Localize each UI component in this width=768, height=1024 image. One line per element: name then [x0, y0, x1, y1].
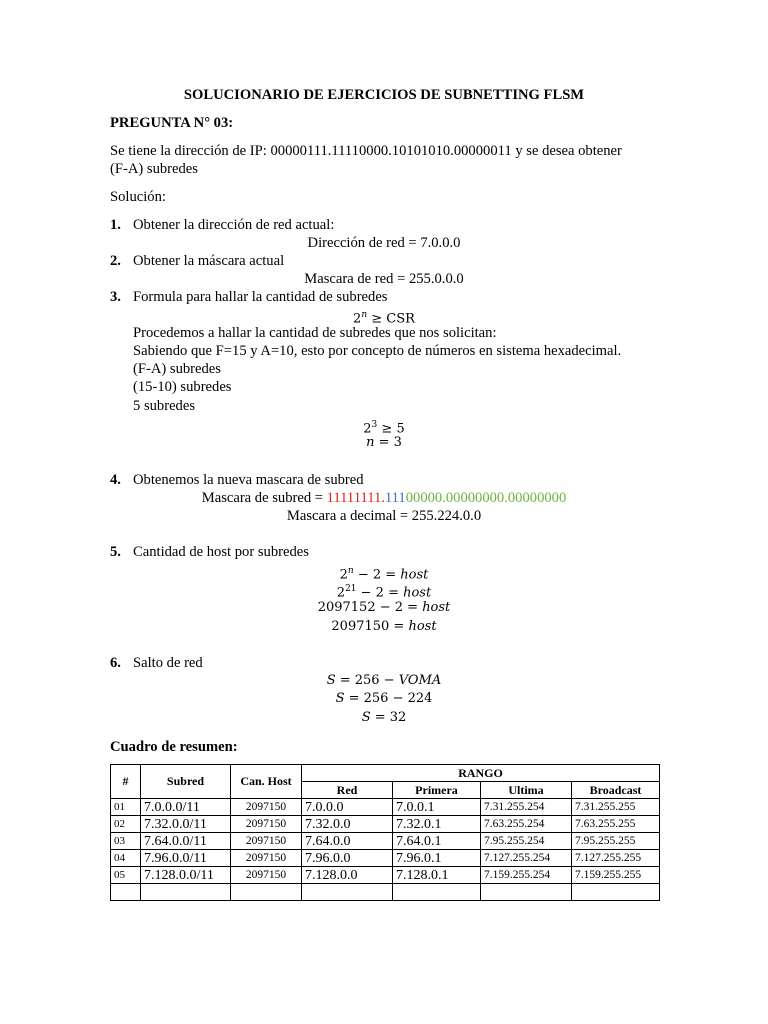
- step-3-para-3: (F-A) subredes: [133, 361, 221, 377]
- cell-ultima: 7.95.255.254: [481, 833, 572, 850]
- step-5-text: Cantidad de host por subredes: [133, 544, 309, 560]
- cell-number: 03: [111, 833, 141, 850]
- cell-primera: 7.0.0.1: [393, 799, 481, 816]
- step-4-mask-decimal: Mascara a decimal = 255.224.0.0: [286, 508, 482, 524]
- cell-primera: 7.32.0.1: [393, 816, 481, 833]
- step-2-number: 2.: [110, 253, 121, 269]
- summary-table: [110, 764, 660, 901]
- cell-hosts: 2097150: [231, 867, 302, 884]
- step-2-text: Obtener la máscara actual: [133, 253, 285, 269]
- step-3-para-1: Procedemos a hallar la cantidad de subredes que nos solicitan:: [133, 325, 497, 341]
- step-2-result: Mascara de red = 255.0.0.0: [304, 271, 464, 287]
- step-3-para-2: Sabiendo que F=15 y A=10, esto por concepto de números en sistema hexadecimal.: [133, 343, 622, 359]
- step-1-number: 1.: [110, 217, 121, 233]
- cell-ultima: 7.31.255.254: [481, 799, 572, 816]
- header-subred: Subred: [141, 765, 231, 799]
- step-5-number: 5.: [110, 544, 121, 560]
- cell-broadcast: 7.127.255.255: [572, 850, 660, 867]
- summary-heading: Cuadro de resumen:: [110, 739, 238, 755]
- cell-broadcast: 7.159.255.255: [572, 867, 660, 884]
- cell-number: 01: [111, 799, 141, 816]
- cell-subred: 7.64.0.0/11: [141, 833, 231, 850]
- empty-cell: [141, 884, 231, 901]
- cell-ultima: 7.159.255.254: [481, 867, 572, 884]
- cell-ultima: 7.63.255.254: [481, 816, 572, 833]
- cell-red: 7.64.0.0: [302, 833, 393, 850]
- step-3-equation-1: $2^3 \ge 5$: [363, 420, 405, 437]
- step-1-result: Dirección de red = 7.0.0.0: [307, 235, 461, 251]
- cell-red: 7.128.0.0: [302, 867, 393, 884]
- empty-cell: [231, 884, 302, 901]
- empty-cell: [111, 884, 141, 901]
- table-row: [111, 799, 660, 816]
- step-6-equation-1: S = 256 − VOMA: [326, 673, 442, 688]
- empty-cell: [481, 884, 572, 901]
- cell-number: 04: [111, 850, 141, 867]
- step-5-equation-1: $2^n - 2$ = host: [339, 566, 429, 583]
- step-5-equation-3: 2097152 − 2 = host: [317, 600, 451, 615]
- cell-hosts: 2097150: [231, 799, 302, 816]
- step-6-number: 6.: [110, 655, 121, 671]
- step-3-para-4: (15-10) subredes: [133, 379, 232, 395]
- table-row: [111, 867, 660, 884]
- step-3-equation-2: n = 3: [366, 435, 402, 450]
- cell-hosts: 2097150: [231, 850, 302, 867]
- cell-red: 7.32.0.0: [302, 816, 393, 833]
- page-title: SOLUCIONARIO DE EJERCICIOS DE SUBNETTING FLSM: [183, 87, 585, 103]
- question-heading: PREGUNTA N° 03:: [110, 115, 234, 131]
- table-row: [111, 850, 660, 867]
- header-primera: Primera: [393, 782, 481, 799]
- cell-broadcast: 7.63.255.255: [572, 816, 660, 833]
- cell-subred: 7.128.0.0/11: [141, 867, 231, 884]
- cell-red: 7.0.0.0: [302, 799, 393, 816]
- step-5-equation-2: $2^{21} - 2$ = host: [336, 584, 432, 601]
- step-3-para-5: 5 subredes: [133, 398, 196, 414]
- header-ultima: Ultima: [481, 782, 572, 799]
- step-4-text: Obtenemos la nueva mascara de subred: [133, 472, 364, 488]
- step-6-text: Salto de red: [133, 655, 203, 671]
- cell-ultima: 7.127.255.254: [481, 850, 572, 867]
- cell-number: 02: [111, 816, 141, 833]
- cell-subred: 7.0.0.0/11: [141, 799, 231, 816]
- cell-subred: 7.96.0.0/11: [141, 850, 231, 867]
- cell-broadcast: 7.31.255.255: [572, 799, 660, 816]
- step-3-number: 3.: [110, 289, 121, 305]
- empty-cell: [572, 884, 660, 901]
- cell-red: 7.96.0.0: [302, 850, 393, 867]
- intro-line-2: (F-A) subredes: [110, 161, 198, 177]
- cell-number: 05: [111, 867, 141, 884]
- cell-primera: 7.64.0.1: [393, 833, 481, 850]
- cell-broadcast: 7.95.255.255: [572, 833, 660, 850]
- header-hosts: Can. Host: [231, 765, 302, 799]
- header-number: #: [111, 765, 141, 799]
- cell-primera: 7.96.0.1: [393, 850, 481, 867]
- cell-hosts: 2097150: [231, 816, 302, 833]
- table-row: [111, 833, 660, 850]
- header-red: Red: [302, 782, 393, 799]
- cell-subred: 7.32.0.0/11: [141, 816, 231, 833]
- cell-hosts: 2097150: [231, 833, 302, 850]
- intro-line-1: Se tiene la dirección de IP: 00000111.11110000.10101010.00000011 y se desea obtener: [110, 143, 622, 159]
- header-broadcast: Broadcast: [572, 782, 660, 799]
- step-5-equation-4: 2097150 = host: [331, 619, 437, 634]
- step-3-formula: 2$^n$ ≥ CSR: [353, 310, 415, 327]
- step-3-text: Formula para hallar la cantidad de subredes: [133, 289, 388, 305]
- step-6-equation-2: S = 256 − 224: [335, 691, 433, 706]
- solution-label: Solución:: [110, 189, 166, 205]
- step-4-number: 4.: [110, 472, 121, 488]
- table-row: [111, 816, 660, 833]
- step-6-equation-3: S = 32: [361, 710, 407, 725]
- empty-cell: [302, 884, 393, 901]
- header-rango: RANGO: [302, 765, 660, 782]
- step-4-mask-binary: Mascara de subred = 11111111.11100000.00000000.00000000: [201, 490, 567, 506]
- cell-primera: 7.128.0.1: [393, 867, 481, 884]
- empty-cell: [393, 884, 481, 901]
- table-row-empty: [111, 884, 660, 901]
- step-1-text: Obtener la dirección de red actual:: [133, 217, 335, 233]
